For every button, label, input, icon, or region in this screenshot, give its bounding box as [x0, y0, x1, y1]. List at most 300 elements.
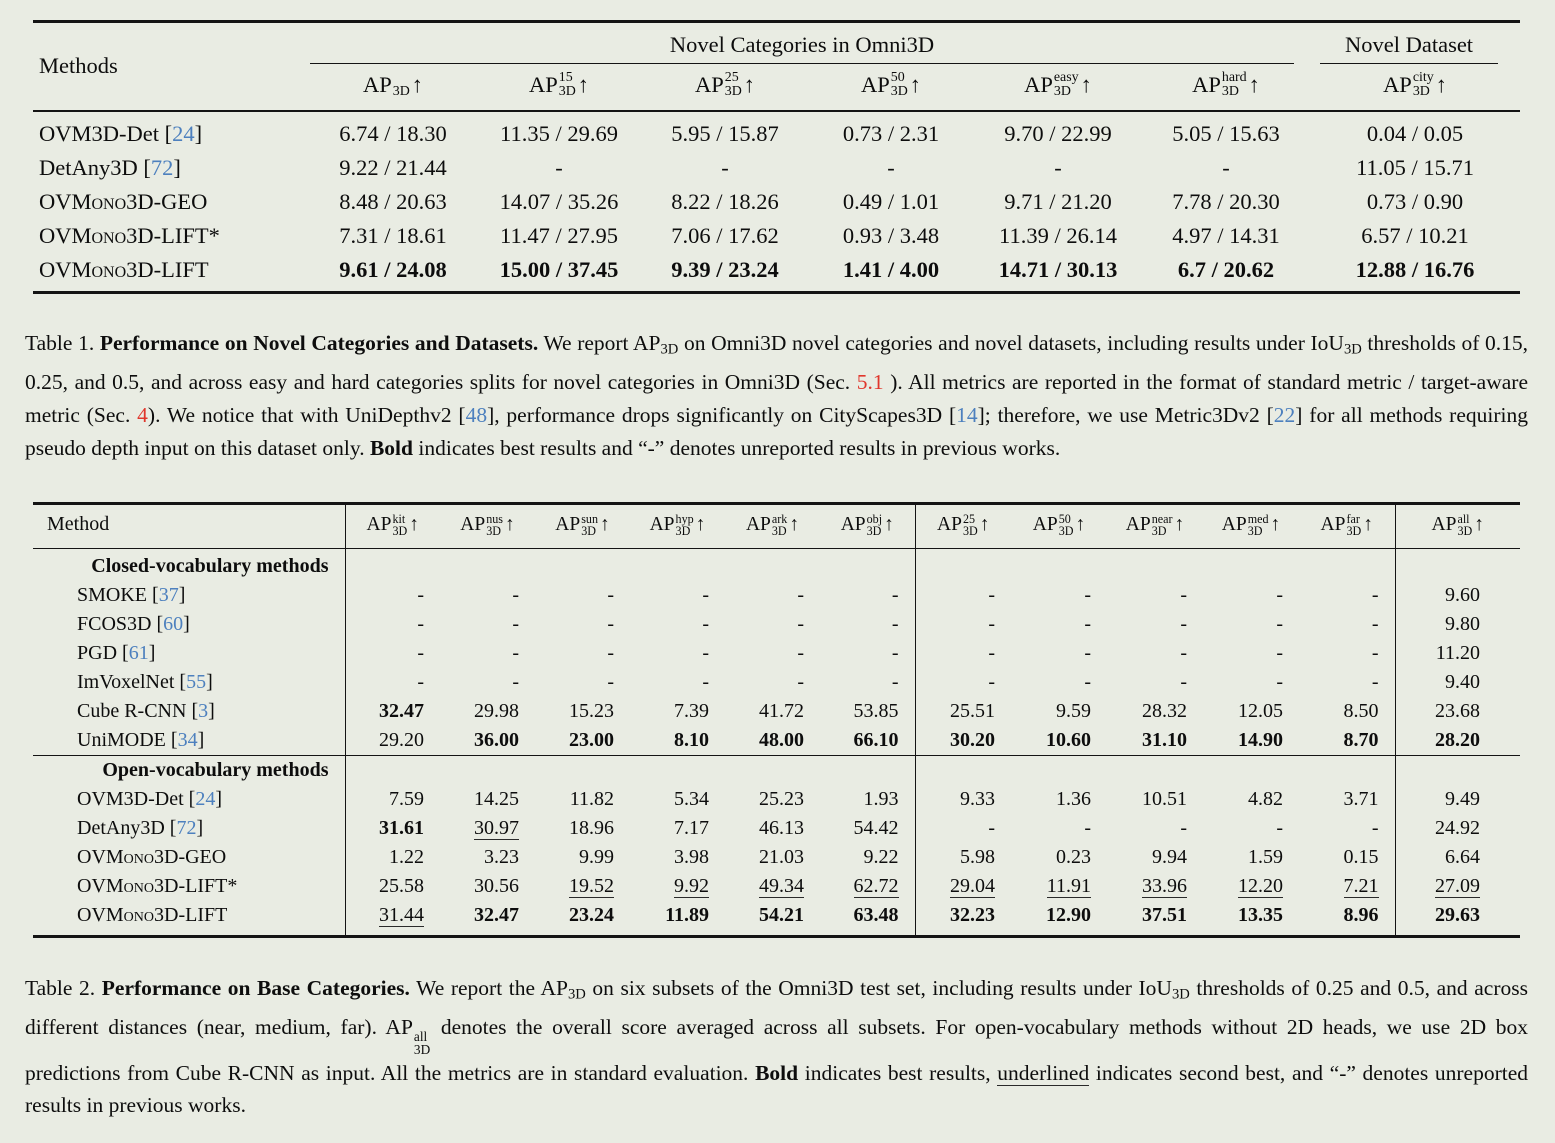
value-cell: 12.05 — [1238, 699, 1283, 722]
value-cell: - — [417, 670, 424, 693]
ap-metric-label: AP far 3D ↑ — [1320, 511, 1373, 538]
caption-text: indicates best results, — [798, 1060, 998, 1085]
ap-metric-label: AP easy 3D ↑ — [1024, 70, 1092, 99]
ap-metric-label: AP kit 3D ↑ — [366, 511, 419, 538]
value-cell: 6.64 — [1445, 845, 1480, 868]
value-cell: 25.51 — [950, 699, 995, 722]
value-cell: 4.97 / 14.31 — [1172, 222, 1280, 248]
value-cell: 29.98 — [474, 699, 519, 722]
citation-link[interactable]: 55 — [186, 670, 207, 693]
value-cell: 6.7 / 20.62 — [1177, 256, 1275, 282]
method-name: OVMono3D-LIFT* — [77, 874, 238, 897]
table2-column-header — [440, 503, 535, 548]
table1-column-header — [1142, 64, 1310, 111]
value-cell: - — [1276, 641, 1283, 664]
table2-method-header: Method — [33, 503, 345, 548]
empty-cell — [915, 755, 1011, 785]
table-row — [33, 150, 1520, 184]
value-cell: - — [820, 639, 915, 668]
table1-column-header — [642, 64, 808, 111]
up-arrow-icon: ↑ — [789, 513, 800, 535]
value-cell: 9.71 / 21.20 — [1004, 188, 1112, 214]
value-cell: 8.70 — [1299, 726, 1395, 756]
table-row — [33, 668, 1520, 697]
value-cell: 9.33 — [960, 787, 995, 810]
value-cell: 9.22 / 21.44 — [339, 154, 447, 180]
up-arrow-icon: ↑ — [1435, 71, 1447, 97]
value-cell: 11.47 / 27.95 — [500, 222, 618, 248]
section-link[interactable]: 4 — [137, 403, 148, 428]
citation-link[interactable]: 61 — [128, 641, 149, 664]
value-cell: - — [988, 612, 995, 635]
value-cell: 3.23 — [484, 845, 519, 868]
method-cell — [33, 843, 345, 872]
method-name: ImVoxelNet — [77, 670, 175, 693]
value-cell: - — [1180, 583, 1187, 606]
value-cell: 7.78 / 20.30 — [1172, 188, 1280, 214]
table-row — [33, 184, 1520, 218]
ap-metric-label: AP 50 3D ↑ — [1032, 511, 1086, 538]
table2-column-header — [725, 503, 820, 548]
value-cell: 5.95 / 15.87 — [671, 120, 779, 146]
value-cell: 14.25 — [474, 787, 519, 810]
ap-supsub: all 3D — [413, 1029, 431, 1058]
value-cell: - — [887, 154, 895, 180]
empty-cell — [345, 755, 440, 785]
caption-text: thresholds of 0.25 and 0.5, and across different distances (near, medium, far). AP — [25, 975, 1528, 1040]
value-cell: - — [1084, 641, 1091, 664]
value-cell: 0.49 / 1.01 — [842, 188, 940, 214]
empty-cell — [440, 755, 535, 785]
value-cell: - — [512, 641, 519, 664]
value-cell: - — [702, 670, 709, 693]
ap-metric-label: AP hard 3D ↑ — [1192, 70, 1260, 99]
method-cell: SMOKE [37] — [33, 581, 345, 610]
citation-link[interactable]: 22 — [1273, 403, 1296, 428]
value-cell: 7.17 — [674, 816, 709, 839]
ap-metric-label: AP ark 3D ↑ — [745, 511, 800, 538]
ap-metric-label: AP city 3D ↑ — [1383, 70, 1447, 99]
value-cell: 6.57 / 10.21 — [1361, 222, 1469, 248]
caption-text: Table 2. — [25, 975, 102, 1000]
method-name: SMOKE — [77, 583, 148, 606]
value-cell: 1.41 / 4.00 — [842, 256, 940, 282]
value-cell: 5.34 — [674, 787, 709, 810]
table2-column-header — [1395, 503, 1520, 548]
up-arrow-icon: ↑ — [1474, 513, 1484, 535]
value-cell: - — [797, 612, 804, 635]
value-cell: - — [607, 583, 614, 606]
value-cell: 15.23 — [569, 699, 614, 722]
table2-column-header — [915, 503, 1011, 548]
value-cell: - — [988, 641, 995, 664]
ap-metric-label: AP 50 3D ↑ — [860, 70, 922, 99]
caption-text: Performance on Base Categories. — [101, 975, 410, 1000]
method-cell: OVM3D-Det [24] — [39, 120, 203, 146]
empty-cell — [1395, 548, 1520, 581]
section-header-cell: Open-vocabulary methods — [33, 755, 345, 785]
value-cell: 30.97 — [474, 816, 519, 839]
empty-cell — [1203, 548, 1299, 581]
value-cell: 9.49 — [1445, 787, 1480, 810]
value-cell: - — [1084, 583, 1091, 606]
value-cell: - — [1299, 639, 1395, 668]
table2-column-header — [1107, 503, 1203, 548]
table2-column-header — [1203, 503, 1299, 548]
up-arrow-icon: ↑ — [504, 513, 515, 535]
caption-text: 3D — [1171, 986, 1190, 1003]
table-row — [33, 726, 1520, 756]
empty-cell — [820, 548, 915, 581]
caption-text: Bold — [369, 435, 413, 460]
table1-novel-categories — [33, 20, 1520, 294]
table2-base-categories — [33, 502, 1520, 938]
value-cell: - — [988, 583, 995, 606]
value-cell: - — [820, 610, 915, 639]
value-cell: - — [820, 581, 915, 610]
ap-metric-label: AP all 3D ↑ — [1431, 511, 1484, 538]
value-cell: 9.70 / 22.99 — [1004, 120, 1112, 146]
value-cell: 11.89 — [665, 903, 709, 926]
ap-metric-label: AP nus 3D ↑ — [460, 511, 515, 538]
value-cell: - — [1084, 670, 1091, 693]
empty-cell — [915, 548, 1011, 581]
method-name: PGD — [77, 641, 118, 664]
method-cell: PGD [61] — [33, 639, 345, 668]
empty-cell — [1011, 755, 1107, 785]
empty-cell — [1107, 548, 1203, 581]
section-header-row — [33, 548, 1520, 581]
value-cell: 24.92 — [1435, 816, 1480, 839]
value-cell: 11.82 — [569, 787, 614, 810]
value-cell: 0.93 / 3.48 — [842, 222, 940, 248]
empty-cell — [1299, 755, 1395, 785]
table2-column-header — [1299, 503, 1395, 548]
value-cell: 14.71 / 30.13 — [998, 256, 1118, 282]
value-cell: 30.20 — [950, 728, 995, 751]
value-cell: 11.39 / 26.14 — [999, 222, 1117, 248]
table-row — [33, 814, 1520, 843]
table-row — [33, 872, 1520, 901]
value-cell: 19.52 — [569, 874, 614, 897]
value-cell: - — [417, 612, 424, 635]
value-cell: - — [721, 154, 729, 180]
caption-text: We report AP — [538, 330, 661, 355]
table1-column-header — [974, 64, 1142, 111]
method-cell — [33, 184, 310, 218]
method-name: OVMono3D-LIFT — [77, 903, 228, 926]
method-cell — [33, 901, 345, 937]
value-cell: 7.06 / 17.62 — [671, 222, 779, 248]
value-cell: 29.20 — [379, 728, 424, 751]
value-cell: 46.13 — [759, 816, 804, 839]
caption-text: indicates second best, and “-” denotes unreported results in previous works. — [25, 1060, 1528, 1118]
value-cell: - — [1180, 641, 1187, 664]
value-cell: 14.90 — [1238, 728, 1283, 751]
empty-cell — [535, 755, 630, 785]
value-cell: 31.44 — [379, 903, 424, 926]
value-cell: 11.05 / 15.71 — [1356, 154, 1474, 180]
value-cell: 12.20 — [1238, 874, 1283, 897]
method-name: OVMono3D-GEO — [39, 188, 208, 214]
value-cell: 30.56 — [474, 874, 519, 897]
table-row — [33, 252, 1520, 292]
up-arrow-icon: ↑ — [1248, 71, 1260, 97]
value-cell: - — [702, 641, 709, 664]
caption-text: We report the AP — [409, 975, 568, 1000]
caption-text: indicates best results and “-” denotes unreported results in previous works. — [413, 435, 1061, 460]
empty-cell — [535, 548, 630, 581]
value-cell: - — [1299, 610, 1395, 639]
citation-link[interactable]: 14 — [956, 403, 978, 428]
value-cell: 13.35 — [1238, 903, 1283, 926]
table2-column-header — [820, 503, 915, 548]
value-cell: 7.21 — [1299, 872, 1395, 901]
caption-text: underlined — [997, 1060, 1090, 1085]
value-cell: 27.09 — [1435, 874, 1480, 897]
value-cell: - — [988, 670, 995, 693]
method-cell — [33, 872, 345, 901]
table2-wrapper — [25, 502, 1530, 938]
table1-column-header — [476, 64, 642, 111]
value-cell: 33.96 — [1142, 874, 1187, 897]
value-cell: 66.10 — [820, 726, 915, 756]
value-cell: - — [1180, 612, 1187, 635]
value-cell: 41.72 — [759, 699, 804, 722]
value-cell: - — [797, 583, 804, 606]
value-cell: 29.04 — [950, 874, 995, 897]
value-cell: 11.35 / 29.69 — [500, 120, 618, 146]
value-cell: 32.47 — [474, 903, 519, 926]
value-cell: 1.93 — [820, 785, 915, 814]
value-cell: 37.51 — [1142, 903, 1187, 926]
section-link[interactable]: 5.1 — [856, 370, 884, 395]
value-cell: 8.96 — [1299, 901, 1395, 937]
value-cell: - — [1180, 670, 1187, 693]
table2-column-header — [345, 503, 440, 548]
method-cell: Cube R-CNN [3] — [33, 697, 345, 726]
up-arrow-icon: ↑ — [909, 71, 922, 97]
up-arrow-icon: ↑ — [1075, 513, 1086, 535]
value-cell: - — [1054, 154, 1062, 180]
value-cell: 10.51 — [1142, 787, 1187, 810]
value-cell: 23.00 — [569, 728, 614, 751]
table-row — [33, 218, 1520, 252]
value-cell: 14.07 / 35.26 — [499, 188, 619, 214]
table1-column-header — [808, 64, 974, 111]
up-arrow-icon: ↑ — [1363, 513, 1373, 535]
citation-link[interactable]: 72 — [176, 816, 197, 839]
value-cell: 28.20 — [1435, 728, 1480, 751]
value-cell: 21.03 — [759, 845, 804, 868]
table1-group-novel-dataset — [1310, 22, 1520, 65]
value-cell: 7.31 / 18.61 — [339, 222, 447, 248]
value-cell: 9.99 — [579, 845, 614, 868]
ap-metric-label: AP hyp 3D ↑ — [649, 511, 706, 538]
value-cell: 25.58 — [379, 874, 424, 897]
citation-link[interactable]: 24 — [172, 120, 195, 146]
value-cell: - — [988, 816, 995, 839]
caption-text: denotes the overall score averaged across all subsets. For open-vocabulary methods without 2D heads, we use 2D box predictions from Cube R-CNN as input. All the metrics are in standard evaluation. — [25, 1015, 1528, 1085]
value-cell: 32.47 — [379, 699, 424, 722]
method-name: OVMono3D-LIFT* — [39, 222, 220, 248]
method-cell: DetAny3D [72] — [39, 154, 181, 180]
value-cell: 10.60 — [1046, 728, 1091, 751]
value-cell: - — [702, 583, 709, 606]
value-cell: - — [1276, 816, 1283, 839]
group-label-novel-categories: Novel Categories in Omni3D — [310, 32, 1294, 64]
method-name: Cube R-CNN — [77, 699, 187, 722]
caption-text: on six subsets of the Omni3D test set, including results under IoU — [585, 975, 1172, 1000]
value-cell: 1.22 — [389, 845, 424, 868]
value-cell: - — [417, 641, 424, 664]
value-cell: - — [512, 583, 519, 606]
value-cell: - — [1276, 583, 1283, 606]
method-cell — [33, 252, 310, 292]
up-arrow-icon: ↑ — [409, 513, 419, 535]
empty-cell — [630, 548, 725, 581]
empty-cell — [1299, 548, 1395, 581]
value-cell: - — [1222, 154, 1230, 180]
citation-link[interactable]: 72 — [150, 154, 174, 180]
method-name: OVM3D-Det — [39, 120, 159, 146]
method-name: DetAny3D — [77, 816, 165, 839]
value-cell: - — [512, 670, 519, 693]
value-cell: 9.92 — [674, 874, 709, 897]
caption-text: Bold — [755, 1060, 799, 1085]
value-cell: 11.91 — [1046, 874, 1091, 897]
up-arrow-icon: ↑ — [743, 71, 756, 97]
value-cell: 62.72 — [820, 872, 915, 901]
empty-cell — [1107, 755, 1203, 785]
value-cell: 1.36 — [1056, 787, 1091, 810]
value-cell: 9.22 — [820, 843, 915, 872]
up-arrow-icon: ↑ — [1174, 513, 1185, 535]
citation-link[interactable]: 60 — [163, 612, 184, 635]
table1-methods-header: Methods — [33, 22, 310, 111]
method-name: DetAny3D — [39, 154, 138, 180]
citation-link[interactable]: 37 — [158, 583, 179, 606]
value-cell: - — [512, 612, 519, 635]
caption-text: Performance on Novel Categories and Datasets. — [99, 330, 539, 355]
table1-group-novel-categories — [310, 22, 1310, 65]
value-cell: 9.61 / 24.08 — [339, 256, 447, 282]
value-cell: - — [797, 641, 804, 664]
caption-text: ] for all methods requiring pseudo depth input on this dataset only. — [25, 403, 1528, 460]
value-cell: - — [1084, 816, 1091, 839]
empty-cell — [1395, 755, 1520, 785]
ap-metric-label: AP 25 3D ↑ — [937, 511, 990, 538]
table2-column-header-row — [33, 503, 1520, 548]
table2-column-header — [630, 503, 725, 548]
value-cell: 31.61 — [379, 816, 424, 839]
value-cell: 12.90 — [1046, 903, 1091, 926]
value-cell: 1.59 — [1248, 845, 1283, 868]
value-cell: 12.88 / 16.76 — [1355, 256, 1475, 282]
value-cell: 0.04 / 0.05 — [1366, 120, 1464, 146]
method-cell — [33, 218, 310, 252]
value-cell: 54.42 — [820, 814, 915, 843]
value-cell: 54.21 — [759, 903, 804, 926]
citation-link[interactable]: 34 — [177, 728, 198, 751]
value-cell: - — [607, 670, 614, 693]
ap-metric-label: AP med 3D ↑ — [1221, 511, 1281, 538]
value-cell: 8.50 — [1299, 697, 1395, 726]
up-arrow-icon: ↑ — [979, 513, 990, 535]
value-cell: - — [1276, 670, 1283, 693]
empty-cell — [1203, 755, 1299, 785]
value-cell: 9.60 — [1445, 583, 1480, 606]
method-name: FCOS3D — [77, 612, 152, 635]
value-cell: 8.10 — [674, 728, 709, 751]
method-cell: UniMODE [34] — [33, 726, 345, 756]
table1-body — [33, 111, 1520, 293]
method-name: OVM3D-Det — [77, 787, 184, 810]
up-arrow-icon: ↑ — [577, 71, 590, 97]
value-cell: - — [555, 154, 563, 180]
value-cell: 0.23 — [1056, 845, 1091, 868]
value-cell: 9.40 — [1445, 670, 1480, 693]
citation-link[interactable]: 48 — [465, 403, 488, 428]
value-cell: 63.48 — [820, 901, 915, 937]
section-header-cell: Closed-vocabulary methods — [33, 548, 345, 581]
value-cell: - — [1299, 668, 1395, 697]
ap-metric-label: AP near 3D ↑ — [1125, 511, 1185, 538]
method-name: OVMono3D-GEO — [77, 845, 227, 868]
empty-cell — [820, 755, 915, 785]
citation-link[interactable]: 3 — [198, 699, 209, 722]
caption-text: 3D — [567, 986, 586, 1003]
value-cell: - — [797, 670, 804, 693]
caption-text: Table 1. — [25, 330, 100, 355]
empty-cell — [630, 755, 725, 785]
table2-column-header — [535, 503, 630, 548]
value-cell: - — [417, 583, 424, 606]
table1-caption — [25, 327, 1528, 465]
up-arrow-icon: ↑ — [411, 71, 424, 97]
value-cell: - — [702, 612, 709, 635]
up-arrow-icon: ↑ — [599, 513, 610, 535]
value-cell: - — [607, 612, 614, 635]
empty-cell — [725, 755, 820, 785]
group-label-novel-dataset: Novel Dataset — [1320, 32, 1498, 64]
section-header-row — [33, 755, 1520, 785]
ap-metric-label: AP 3D ↑ — [362, 71, 424, 99]
method-cell: DetAny3D [72] — [33, 814, 345, 843]
value-cell: - — [1180, 816, 1187, 839]
table-row — [33, 639, 1520, 668]
value-cell: - — [820, 668, 915, 697]
table1-group-header-row — [33, 22, 1520, 65]
caption-text: 3D — [1343, 341, 1362, 358]
value-cell: 15.00 / 37.45 — [499, 256, 619, 282]
citation-link[interactable]: 24 — [195, 787, 216, 810]
table-row — [33, 843, 1520, 872]
ap-metric-label: AP 25 3D ↑ — [694, 70, 756, 99]
value-cell: - — [1084, 612, 1091, 635]
value-cell: 28.32 — [1142, 699, 1187, 722]
value-cell: - — [1299, 814, 1395, 843]
table-row — [33, 610, 1520, 639]
method-cell: OVM3D-Det [24] — [33, 785, 345, 814]
caption-text: ). We notice that with UniDepthv2 [ — [147, 403, 466, 428]
value-cell: - — [607, 641, 614, 664]
method-cell: ImVoxelNet [55] — [33, 668, 345, 697]
value-cell: 8.22 / 18.26 — [671, 188, 779, 214]
ap-metric-label: AP sun 3D ↑ — [555, 511, 610, 538]
value-cell: 0.15 — [1299, 843, 1395, 872]
value-cell: 9.94 — [1152, 845, 1187, 868]
